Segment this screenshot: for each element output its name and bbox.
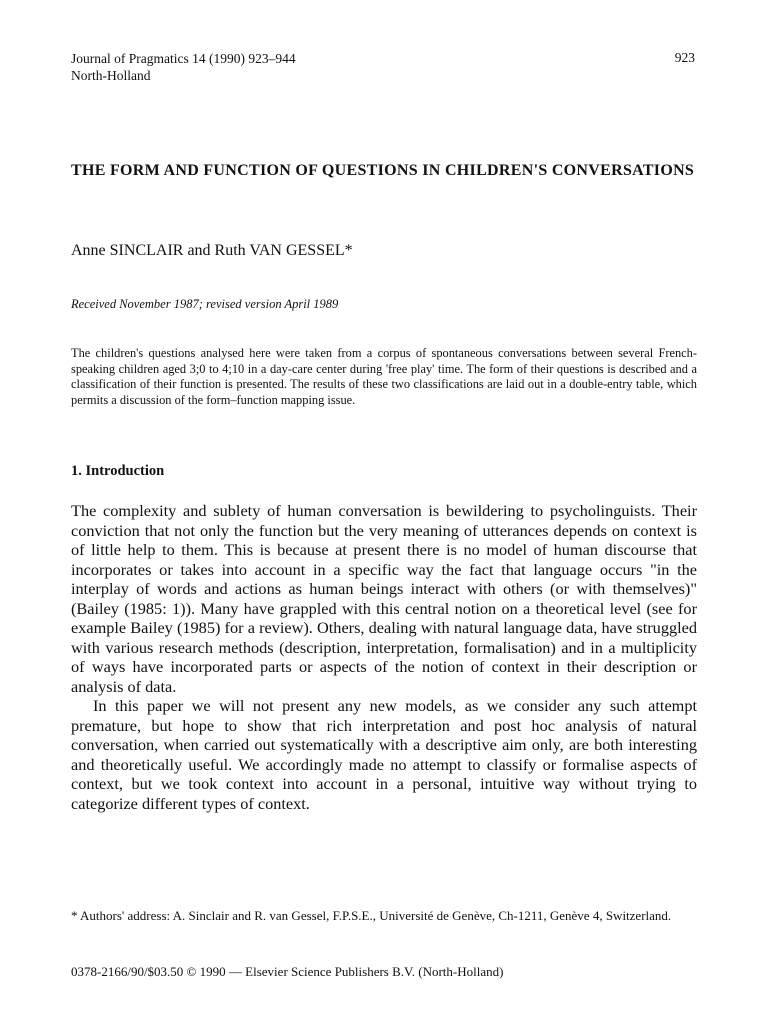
section-heading: 1. Introduction <box>71 463 165 479</box>
publisher-location: North-Holland <box>71 68 151 83</box>
introduction-body <box>71 501 697 813</box>
author-footnote: * Authors' address: A. Sinclair and R. van Gessel, F.P.S.E., Université de Genève, Ch-1211, Genève 4, Switzerland. <box>71 908 672 923</box>
article-title: THE FORM AND FUNCTION OF QUESTIONS IN CHILDREN'S CONVERSATIONS <box>71 162 695 179</box>
article-authors: Anne SINCLAIR and Ruth VAN GESSEL* <box>71 242 353 259</box>
paragraph: In this paper we will not present any new models, as we consider any such attempt premature, but hope to show that rich interpretation and post hoc analysis of natural conversation, when carried out systematically with a descriptive aim only, are both interesting and theoretically useful. We accordingly made no attempt to classify or formalise aspects of context, but we took context into account in a personal, intuitive way without trying to categorize different types of context. <box>71 696 697 813</box>
journal-citation: Journal of Pragmatics 14 (1990) 923–944 <box>71 51 296 66</box>
paragraph: The complexity and sublety of human conversation is bewildering to psycholinguists. Their conviction that not only the function but the very meaning of utterances depends on context is of little help to them. This is because at present there is no model of human discourse that incorporates or takes into account in a specific way the fact that language occurs "in the interplay of words and actions as human beings interact with others (or with themselves)" (Bailey (1985: 1)). Many have grappled with this central notion on a theoretical level (see for example Bailey (1985) for a review). Others, dealing with natural language data, have struggled with various research methods (description, interpretation, formalisation) and in a multiplicity of ways have incorporated parts or aspects of the notion of context in their description or analysis of data. <box>71 501 697 696</box>
copyright-line: 0378-2166/90/$03.50 © 1990 — Elsevier Science Publishers B.V. (North-Holland) <box>71 964 504 979</box>
abstract: The children's questions analysed here were taken from a corpus of spontaneous conversations between several French-speaking children aged 3;0 to 4;10 in a day-care center during 'free play' time. The form of their questions is described and a classification of their function is presented. The results of these two classifications are laid out in a double-entry table, which permits a discussion of the form–function mapping issue. <box>71 346 697 407</box>
received-dates: Received November 1987; revised version April 1989 <box>71 297 339 311</box>
page-number: 923 <box>674 50 695 65</box>
